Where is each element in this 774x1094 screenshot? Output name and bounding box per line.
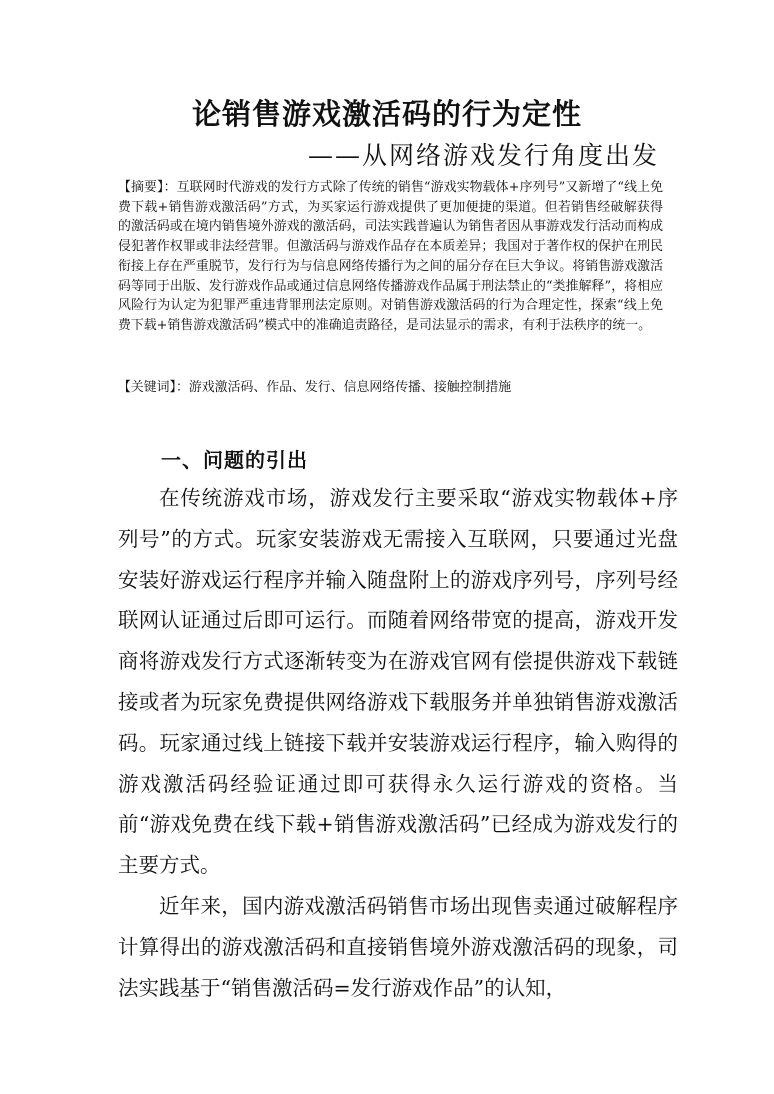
section-heading: 一、问题的引出 [161, 448, 308, 472]
body-paragraph: 近年来，国内游戏激活码销售市场出现售卖通过破解程序计算得出的游戏激活码和直接销售境外游戏激活码的现象，司法实践基于“销售激活码=发行游戏作品”的认知， [118, 894, 678, 1000]
body-paragraph: 在传统游戏市场，游戏发行主要采取“游戏实物载体+序列号”的方式。玩家安装游戏无需接入互联网，只要通过光盘安装好游戏运行程序并输入随盘附上的游戏序列号，序列号经联网认证通过后即可运行。而随着网络带宽的提高，游戏开发商将游戏发行方式逐渐转变为在游戏官网有偿提供游戏下载链接或者为玩家免费提供网络游戏下载服务并单独销售游戏激活码。玩家通过线上链接下载并安装游戏运行程序，输入购得的游戏激活码经验证通过即可获得永久运行游戏的资格。当前“游戏免费在线下载+销售游戏激活码”已经成为游戏发行的主要方式。 [118, 486, 678, 878]
paper-title: 论销售游戏激活码的行为定性 [191, 97, 582, 131]
keywords: 【关键词】：游戏激活码、作品、发行、信息网络传播、接触控制措施 [118, 380, 512, 395]
paper-subtitle: ——从网络游戏发行角度出发 [307, 141, 659, 170]
abstract: 【摘要】：互联网时代游戏的发行方式除了传统的销售“游戏实物载体+序列号”又新增了“线上免费下载+销售游戏激活码”方式，为买家运行游戏提供了更加便捷的渠道。但若销售经破解获得的激活码或在境内销售境外游戏的激活码，司法实践普遍认为销售者因从事游戏发行活动而构成侵犯著作权罪或非法经营罪。但激活码与游戏作品存在本质差异；我国对于著作权的保护在刑民衔接上存在严重脱节，发行行为与信息网络传播行为之间的届分存在巨大争议。将销售游戏激活码等同于出版、发行游戏作品或通过信息网络传播游戏作品属于刑法禁止的“类推解释”，将相应风险行为认定为犯罪严重违背罪刑法定原则。对销售游戏激活码的行为合理定性，探索“线上免费下载+销售游戏激活码”模式中的准确追责路径，是司法显示的需求，有利于法秩序的统一。 [118, 180, 663, 333]
